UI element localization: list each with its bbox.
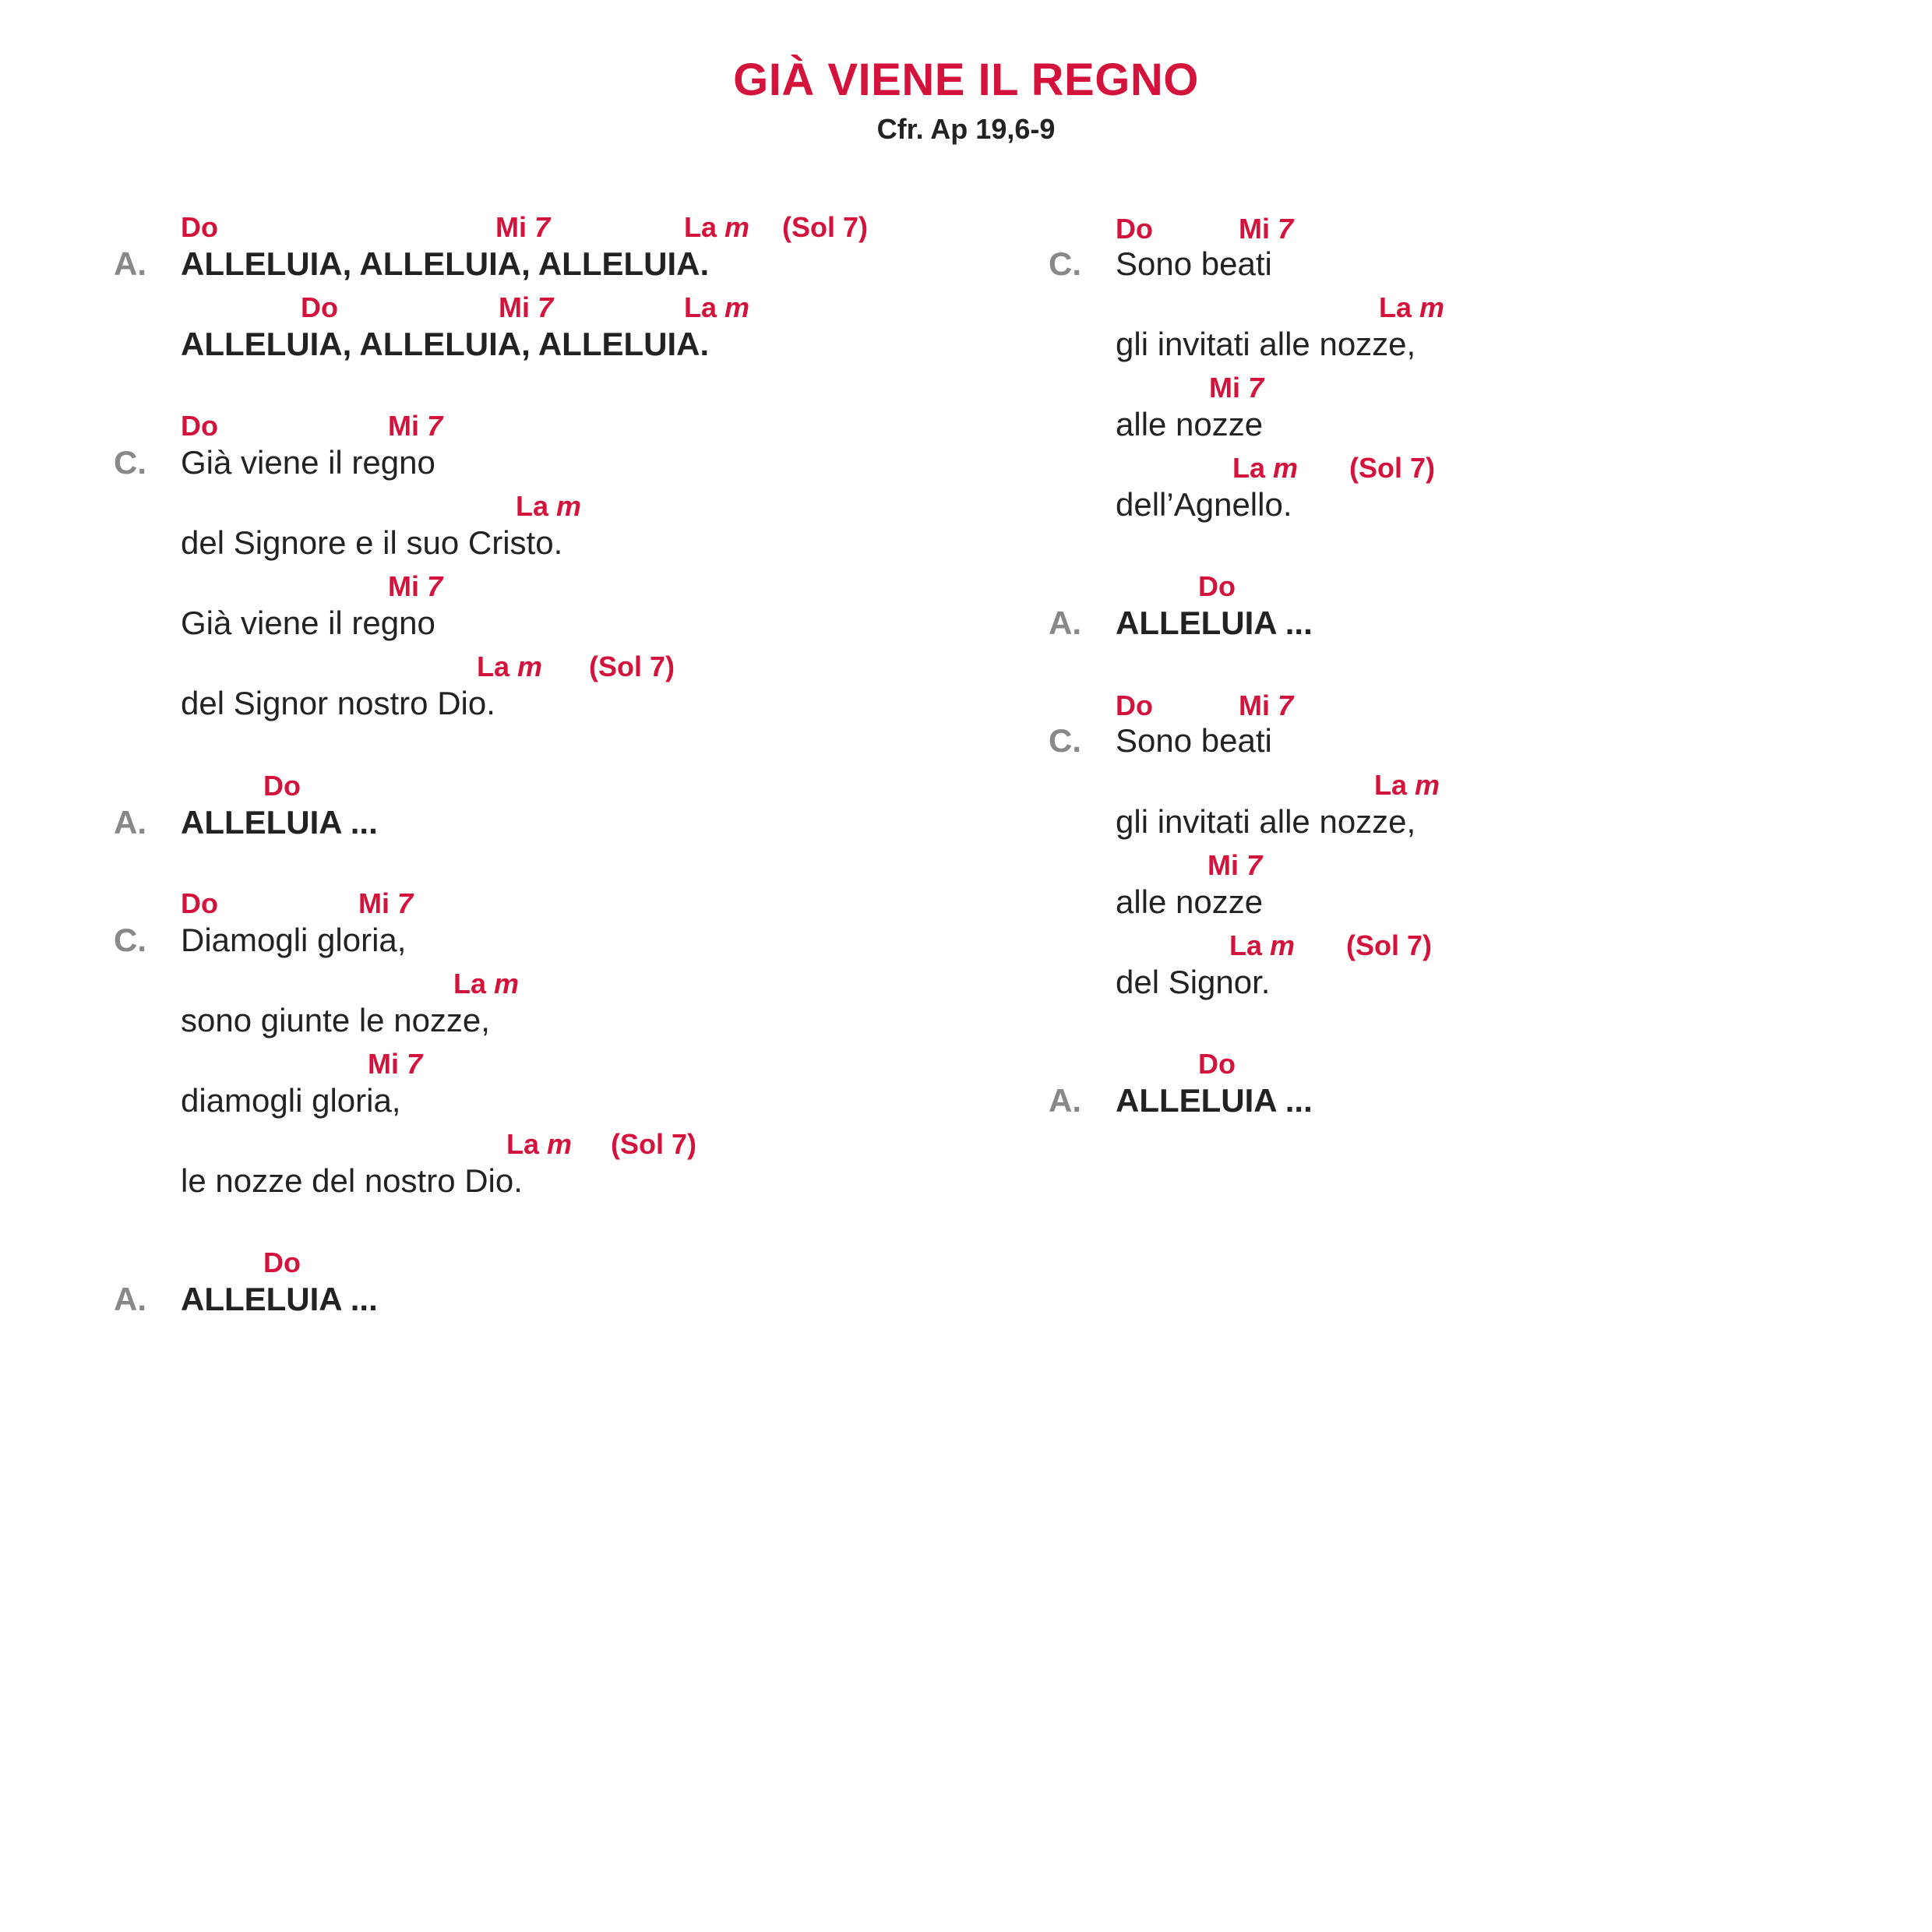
chord-lam: La m	[684, 211, 750, 243]
cantor-marker: C.	[1049, 722, 1081, 759]
assembly-marker: A.	[1049, 1082, 1081, 1119]
assembly-marker: A.	[114, 1281, 146, 1317]
chord-do: Do	[181, 211, 218, 243]
refrain-line: ALLELUIA ...	[181, 804, 378, 841]
cantor-marker: C.	[1049, 245, 1081, 282]
verse-line: gli invitati alle nozze,	[1116, 326, 1416, 362]
chord-mi7: Mi 7	[1208, 849, 1263, 881]
scripture-reference: Cfr. Ap 19,6-9	[876, 113, 1056, 145]
chord-do: Do	[181, 410, 218, 442]
chord-mi7: Mi 7	[499, 291, 554, 323]
refrain-line: ALLELUIA, ALLELUIA, ALLELUIA.	[181, 326, 710, 362]
chord-do: Do	[1198, 570, 1236, 602]
chord-sol7: (Sol 7)	[1346, 929, 1433, 961]
chord-lam: La m	[684, 291, 750, 323]
chord-lam: La m	[1229, 929, 1296, 961]
chord-sol7: (Sol 7)	[782, 211, 869, 243]
chord-mi7: Mi 7	[1239, 689, 1294, 721]
chord-mi7: Mi 7	[358, 887, 414, 919]
verse-line: alle nozze	[1116, 406, 1264, 442]
chord-lam: La m	[1379, 291, 1445, 323]
verse-line: Sono beati	[1116, 722, 1272, 759]
cantor-marker: C.	[114, 922, 146, 958]
chord-mi7: Mi 7	[368, 1048, 423, 1080]
verse-line: del Signor.	[1116, 964, 1271, 1000]
chord-lam: La m	[453, 968, 520, 999]
song-title: GIÀ VIENE IL REGNO	[733, 55, 1199, 105]
refrain-line: ALLELUIA ...	[1116, 605, 1313, 641]
chord-lam: La m	[1232, 452, 1299, 484]
chord-do: Do	[181, 887, 218, 919]
refrain-line: ALLELUIA, ALLELUIA, ALLELUIA.	[181, 245, 710, 282]
verse-line: sono giunte le nozze,	[181, 1002, 490, 1038]
chord-do: Do	[1116, 213, 1153, 245]
verse-line: alle nozze	[1116, 883, 1264, 920]
verse-line: Già viene il regno	[181, 444, 435, 481]
assembly-marker: A.	[114, 804, 146, 841]
refrain-line: ALLELUIA ...	[181, 1281, 378, 1317]
verse-line: del Signor nostro Dio.	[181, 685, 495, 721]
chord-mi7: Mi 7	[495, 211, 551, 243]
assembly-marker: A.	[114, 245, 146, 282]
cantor-marker: C.	[114, 444, 146, 481]
chord-lam: La m	[506, 1128, 573, 1160]
chord-sol7: (Sol 7)	[589, 650, 675, 682]
chord-mi7: Mi 7	[388, 570, 443, 602]
verse-line: Sono beati	[1116, 245, 1272, 282]
chord-mi7: Mi 7	[1239, 213, 1294, 245]
verse-line: diamogli gloria,	[181, 1082, 401, 1119]
chord-sol7: (Sol 7)	[611, 1128, 697, 1160]
assembly-marker: A.	[1049, 605, 1081, 641]
chord-do: Do	[263, 1246, 301, 1278]
chord-mi7: Mi 7	[388, 410, 443, 442]
chord-do: Do	[301, 291, 338, 323]
verse-line: dell’Agnello.	[1116, 486, 1292, 523]
chord-sol7: (Sol 7)	[1349, 452, 1436, 484]
chord-mi7: Mi 7	[1209, 372, 1264, 404]
chord-do: Do	[1116, 689, 1153, 721]
chord-do: Do	[1198, 1048, 1236, 1080]
chord-lam: La m	[516, 490, 582, 522]
verse-line: Diamogli gloria,	[181, 922, 407, 958]
chord-lam: La m	[1374, 769, 1440, 801]
verse-line: del Signore e il suo Cristo.	[181, 524, 563, 561]
verse-line: Già viene il regno	[181, 605, 435, 641]
chord-do: Do	[263, 770, 301, 802]
chord-lam: La m	[477, 650, 543, 682]
refrain-line: ALLELUIA ...	[1116, 1082, 1313, 1119]
verse-line: le nozze del nostro Dio.	[181, 1162, 523, 1199]
verse-line: gli invitati alle nozze,	[1116, 803, 1416, 840]
